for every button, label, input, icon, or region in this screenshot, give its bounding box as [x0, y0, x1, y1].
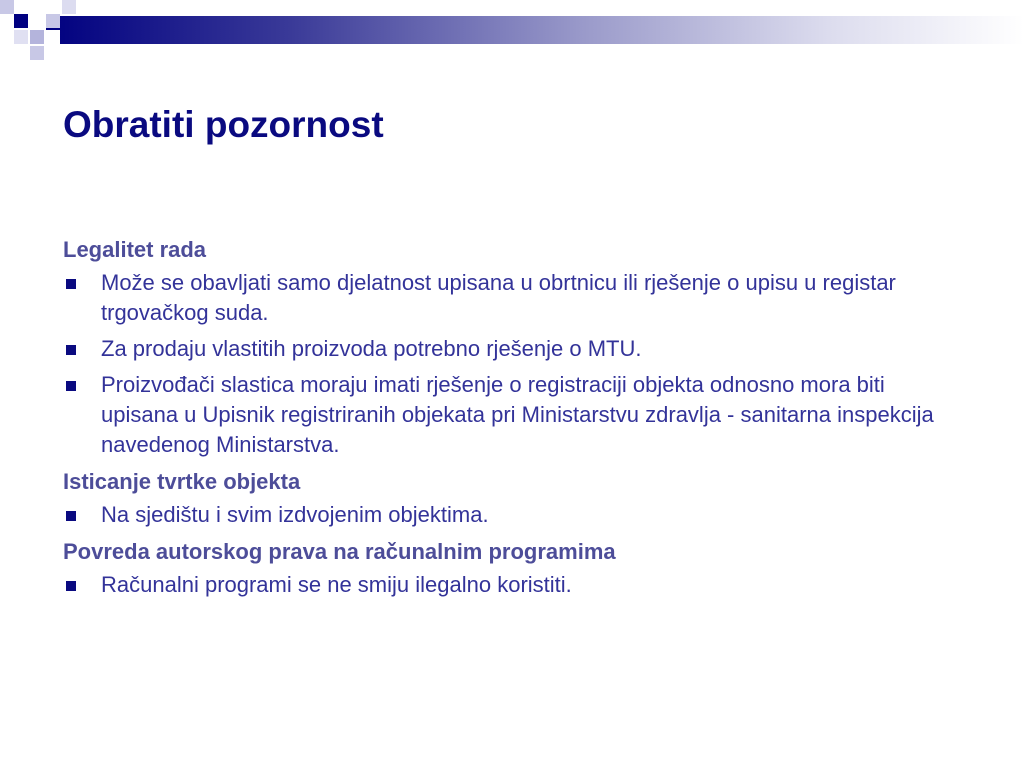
decorative-square	[30, 46, 44, 60]
list-item	[63, 370, 963, 460]
list-item-text: Može se obavljati samo djelatnost upisana u obrtnicu ili rješenje o upisu u registar trgovačkog suda.	[101, 270, 896, 325]
decorative-square	[0, 0, 14, 14]
square-bullet-icon	[63, 268, 101, 298]
slide-title: Obratiti pozornost	[63, 104, 384, 145]
list-item	[63, 570, 963, 600]
decorative-square	[30, 30, 44, 44]
slide-body	[63, 234, 963, 606]
decorative-square	[62, 0, 76, 14]
list-item	[63, 268, 963, 328]
list-item	[63, 500, 963, 530]
header-gradient-bar	[46, 16, 1024, 44]
decorative-square	[14, 14, 28, 28]
square-bullet-icon	[63, 370, 101, 400]
list-item	[63, 334, 963, 364]
list-item-text: Za prodaju vlastitih proizvoda potrebno rješenje o MTU.	[101, 336, 642, 361]
header-bar-gap	[46, 30, 60, 44]
section-heading-povreda: Povreda autorskog prava na računalnim programima	[63, 539, 616, 564]
list-item-text: Računalni programi se ne smiju ilegalno koristiti.	[101, 572, 572, 597]
square-bullet-icon	[63, 500, 101, 530]
list-item-text: Na sjedištu i svim izdvojenim objektima.	[101, 502, 489, 527]
square-bullet-icon	[63, 570, 101, 600]
section-heading-isticanje: Isticanje tvrtke objekta	[63, 469, 301, 494]
square-bullet-icon	[63, 334, 101, 364]
decorative-square	[46, 14, 60, 28]
section-heading-legalitet: Legalitet rada	[63, 237, 207, 262]
list-item-text: Proizvođači slastica moraju imati rješenje o registraciji objekta odnosno mora biti upisana u Upisnik registriranih objekata pri Ministarstvu zdravlja - sanitarna inspekcija navedenog Ministarstva.	[101, 372, 934, 457]
decorative-square	[14, 30, 28, 44]
